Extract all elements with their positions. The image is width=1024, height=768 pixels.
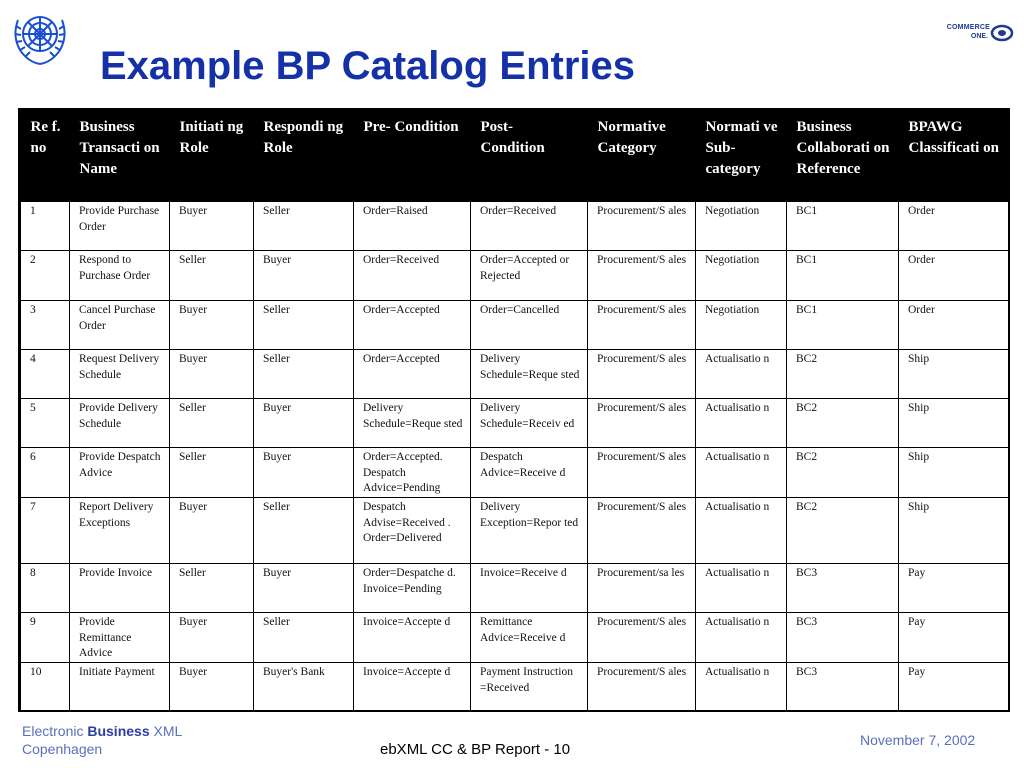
table-cell: Seller [170, 564, 254, 613]
table-cell: Buyer [254, 564, 354, 613]
table-cell: Order=Cancelled [471, 301, 588, 350]
table-cell: Ship [899, 350, 1009, 399]
table-cell: Buyer [170, 202, 254, 251]
header-pre-condition: Pre- Condition [354, 110, 471, 202]
table-cell: Seller [170, 399, 254, 448]
table-cell: Order=Accepted. Despatch Advice=Pending [354, 448, 471, 498]
table-cell: Ship [899, 498, 1009, 564]
table-cell: Invoice=Accepte d [354, 613, 471, 663]
table-cell: Seller [254, 202, 354, 251]
table-cell: BC2 [787, 498, 899, 564]
table-row [21, 251, 1009, 301]
table-cell: Pay [899, 663, 1009, 711]
footer-org-suffix: XML [149, 723, 183, 739]
table-row [21, 448, 1009, 498]
table-row [21, 399, 1009, 448]
table-cell: Procurement/S ales [588, 251, 696, 301]
table-cell: Buyer's Bank [254, 663, 354, 711]
table-cell: Provide Purchase Order [70, 202, 170, 251]
table-cell: Buyer [254, 448, 354, 498]
table-cell: Negotiation [696, 202, 787, 251]
table-cell: Procurement/S ales [588, 663, 696, 711]
table-cell: Order=Received [471, 202, 588, 251]
table-cell: BC2 [787, 399, 899, 448]
table-cell: Delivery Exception=Repor ted [471, 498, 588, 564]
table-cell: Buyer [170, 663, 254, 711]
table-cell: Actualisatio n [696, 613, 787, 663]
table-row [21, 564, 1009, 613]
bp-catalog-table [20, 110, 1009, 711]
table-cell: Order=Accepted or Rejected [471, 251, 588, 301]
table-cell: Buyer [170, 301, 254, 350]
commerce-one-logo-line2: ONE. [970, 33, 988, 40]
table-cell: 1 [21, 202, 70, 251]
table-cell: Seller [254, 350, 354, 399]
table-cell: 2 [21, 251, 70, 301]
table-cell: BC3 [787, 663, 899, 711]
table-row [21, 350, 1009, 399]
table-cell: BC2 [787, 448, 899, 498]
table-cell: Provide Delivery Schedule [70, 399, 170, 448]
table-cell: BC2 [787, 350, 899, 399]
slide-title: Example BP Catalog Entries [100, 44, 635, 88]
table-cell: Provide Invoice [70, 564, 170, 613]
table-cell: Invoice=Receive d [471, 564, 588, 613]
table-cell: BC1 [787, 251, 899, 301]
table-cell: Seller [254, 301, 354, 350]
table-cell: BC3 [787, 564, 899, 613]
table-cell: Negotiation [696, 301, 787, 350]
table-cell: Pay [899, 613, 1009, 663]
table-cell: Despatch Advice=Receive d [471, 448, 588, 498]
commerce-one-logo-line1: COMMERCE [946, 24, 990, 31]
commerce-one-logo [936, 22, 1016, 48]
table-cell: Remittance Advice=Receive d [471, 613, 588, 663]
table-row [21, 613, 1009, 663]
table-cell: Procurement/S ales [588, 301, 696, 350]
table-cell: BC1 [787, 202, 899, 251]
table-cell: 3 [21, 301, 70, 350]
un-emblem-icon [10, 6, 70, 68]
table-cell: Ship [899, 399, 1009, 448]
table-cell: Order=Received [354, 251, 471, 301]
table-cell: Actualisatio n [696, 564, 787, 613]
footer-location: Copenhagen [22, 741, 103, 757]
table-cell: Procurement/S ales [588, 613, 696, 663]
table-cell: Buyer [254, 251, 354, 301]
table-cell: Procurement/S ales [588, 448, 696, 498]
bp-catalog-table-container [18, 108, 1010, 712]
table-cell: Actualisatio n [696, 498, 787, 564]
table-cell: Order=Despatche d. Invoice=Pending [354, 564, 471, 613]
table-cell: Initiate Payment [70, 663, 170, 711]
footer-date: November 7, 2002 [860, 732, 976, 748]
table-cell: Order [899, 251, 1009, 301]
table-cell: 4 [21, 350, 70, 399]
table-cell: Order [899, 202, 1009, 251]
table-cell: Actualisatio n [696, 399, 787, 448]
table-cell: Buyer [170, 498, 254, 564]
table-cell: Provide Despatch Advice [70, 448, 170, 498]
table-cell: 9 [21, 613, 70, 663]
table-cell: Actualisatio n [696, 448, 787, 498]
table-cell: BC1 [787, 301, 899, 350]
table-cell: Procurement/S ales [588, 350, 696, 399]
footer-report-label: ebXML CC & BP Report - 10 [380, 741, 571, 758]
table-cell: Ship [899, 448, 1009, 498]
table-cell: Procurement/S ales [588, 202, 696, 251]
table-cell: Seller [170, 448, 254, 498]
header-normative-category: Normative Category [588, 110, 696, 202]
header-normative-sub-category: Normati ve Sub- category [696, 110, 787, 202]
table-cell: Order=Accepted [354, 301, 471, 350]
table-cell: Buyer [170, 350, 254, 399]
header-business-transaction-name: Business Transacti on Name [70, 110, 170, 202]
table-cell: Negotiation [696, 251, 787, 301]
table-cell: Delivery Schedule=Receiv ed [471, 399, 588, 448]
header-initiating-role: Initiati ng Role [170, 110, 254, 202]
table-cell: Provide Remittance Advice [70, 613, 170, 663]
table-cell: Order [899, 301, 1009, 350]
footer-org-prefix: Electronic [22, 723, 88, 739]
table-cell: Report Delivery Exceptions [70, 498, 170, 564]
table-cell: Procurement/S ales [588, 498, 696, 564]
header-post-condition: Post- Condition [471, 110, 588, 202]
table-row [21, 301, 1009, 350]
table-cell: Order=Raised [354, 202, 471, 251]
table-cell: Respond to Purchase Order [70, 251, 170, 301]
table-cell: Procurement/S ales [588, 399, 696, 448]
table-cell: Buyer [170, 613, 254, 663]
table-cell: Buyer [254, 399, 354, 448]
table-cell: 8 [21, 564, 70, 613]
table-cell: Payment Instruction =Received [471, 663, 588, 711]
table-cell: Actualisatio n [696, 350, 787, 399]
header-business-collaboration-reference: Business Collaborati on Reference [787, 110, 899, 202]
table-cell: Despatch Advise=Received . Order=Delivered [354, 498, 471, 564]
table-cell: Seller [254, 613, 354, 663]
table-cell: Actualisatio n [696, 663, 787, 711]
table-cell: Pay [899, 564, 1009, 613]
table-cell: 7 [21, 498, 70, 564]
table-cell: Cancel Purchase Order [70, 301, 170, 350]
table-row [21, 202, 1009, 251]
table-row [21, 663, 1009, 711]
table-cell: Request Delivery Schedule [70, 350, 170, 399]
table-cell: Procurement/sa les [588, 564, 696, 613]
table-cell: Invoice=Accepte d [354, 663, 471, 711]
table-cell: Seller [170, 251, 254, 301]
table-cell: 10 [21, 663, 70, 711]
table-cell: Delivery Schedule=Reque sted [471, 350, 588, 399]
table-cell: BC3 [787, 613, 899, 663]
header-bpawg-classification: BPAWG Classificati on [899, 110, 1009, 202]
table-header-row [21, 110, 1009, 202]
table-cell: Delivery Schedule=Reque sted [354, 399, 471, 448]
table-cell: Order=Accepted [354, 350, 471, 399]
commerce-one-swirl-icon [990, 22, 1014, 44]
table-cell: Seller [254, 498, 354, 564]
table-cell: 6 [21, 448, 70, 498]
footer-org-bold: Business [87, 723, 150, 739]
header-ref-no: Re f. no [21, 110, 70, 202]
table-row [21, 498, 1009, 564]
header-responding-role: Respondi ng Role [254, 110, 354, 202]
footer-organization [22, 722, 182, 758]
table-cell: 5 [21, 399, 70, 448]
